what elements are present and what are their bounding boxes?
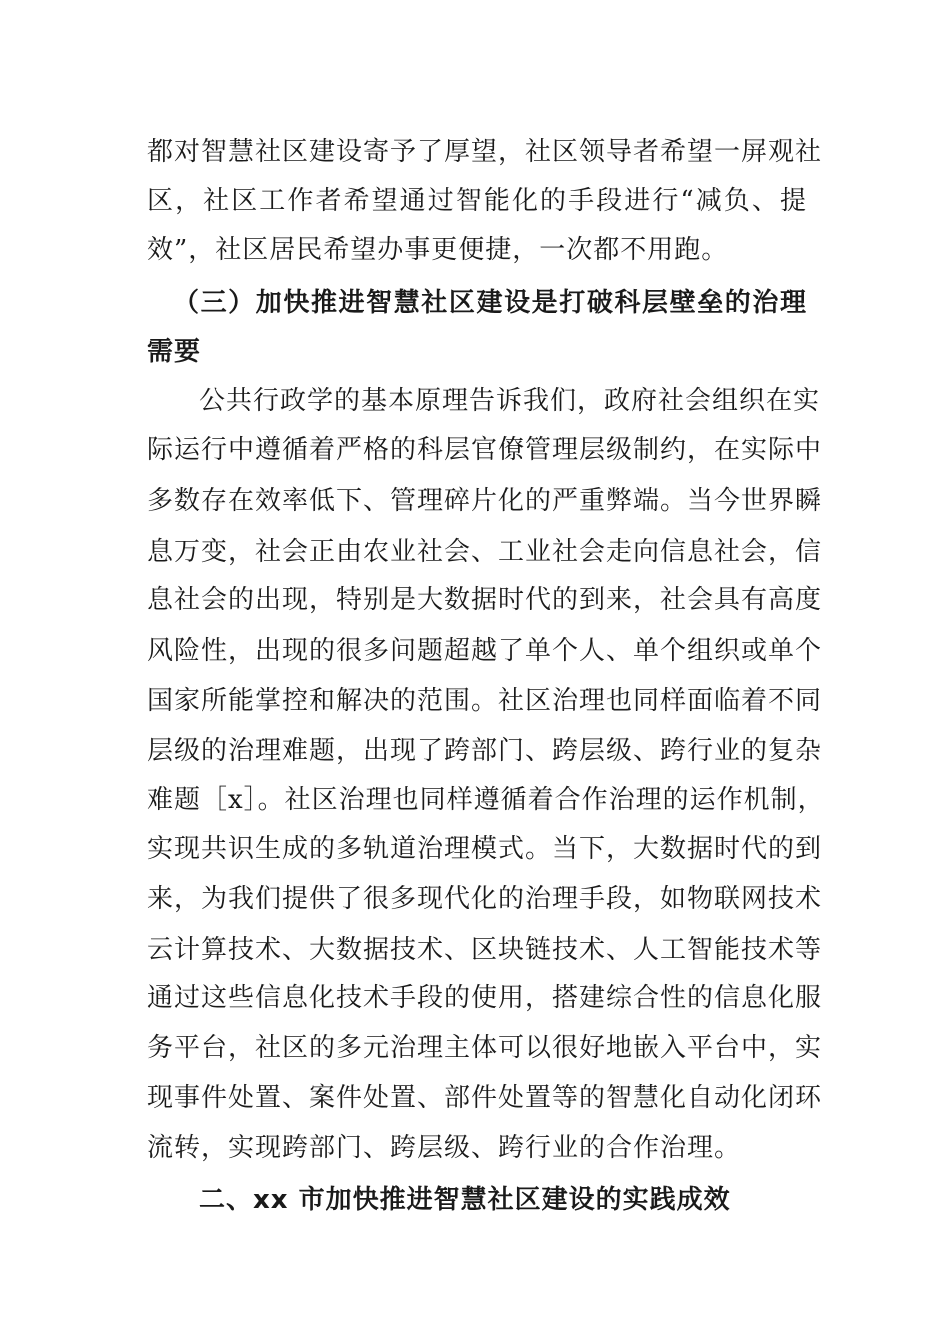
paragraph-line: 风险性，出现的很多问题超越了单个人、单个组织或单个: [147, 636, 823, 666]
paragraph-line: 层级的治理难题，出现了跨部门、跨层级、跨行业的复杂: [147, 736, 823, 766]
section-heading-3: （三）加快推进智慧社区建设是打破科层壁垒的治理: [173, 288, 807, 318]
paragraph-line: 云计算技术、大数据技术、区块链技术、人工智能技术等: [147, 935, 823, 965]
paragraph-line: 难题［x］。社区治理也同样遵循着合作治理的运作机制，: [147, 785, 825, 815]
paragraph-line: 区，社区工作者希望通过智能化的手段进行“减负、提: [147, 186, 807, 216]
paragraph-line: 实现共识生成的多轨道治理模式。当下，大数据时代的到: [147, 834, 823, 864]
paragraph-line: 效”，社区居民希望办事更便捷，一次都不用跑。: [147, 235, 729, 265]
paragraph-line: 国家所能掌控和解决的范围。社区治理也同样面临着不同: [147, 686, 823, 716]
section-heading-2: 二、xx 市加快推进智慧社区建设的实践成效: [199, 1185, 731, 1215]
paragraph-line: 公共行政学的基本原理告诉我们，政府社会组织在实: [199, 386, 821, 416]
paragraph-line: 务平台，社区的多元治理主体可以很好地嵌入平台中，实: [147, 1033, 823, 1063]
paragraph-line: 都对智慧社区建设寄予了厚望，社区领导者希望一屏观社: [147, 137, 823, 167]
paragraph-line: 息社会的出现，特别是大数据时代的到来，社会具有高度: [147, 585, 823, 615]
paragraph-line: 现事件处置、案件处置、部件处置等的智慧化自动化闭环: [147, 1083, 823, 1113]
paragraph-line: 际运行中遵循着严格的科层官僚管理层级制约，在实际中: [147, 435, 823, 465]
paragraph-line: 来，为我们提供了很多现代化的治理手段，如物联网技术: [147, 884, 823, 914]
section-heading-3-continued: 需要: [147, 337, 202, 367]
paragraph-line: 通过这些信息化技术手段的使用，搭建综合性的信息化服: [147, 983, 823, 1013]
paragraph-line: 息万变，社会正由农业社会、工业社会走向信息社会，信: [147, 537, 823, 567]
paragraph-line: 多数存在效率低下、管理碎片化的严重弊端。当今世界瞬: [147, 486, 823, 516]
paragraph-line: 流转，实现跨部门、跨层级、跨行业的合作治理。: [147, 1133, 742, 1163]
